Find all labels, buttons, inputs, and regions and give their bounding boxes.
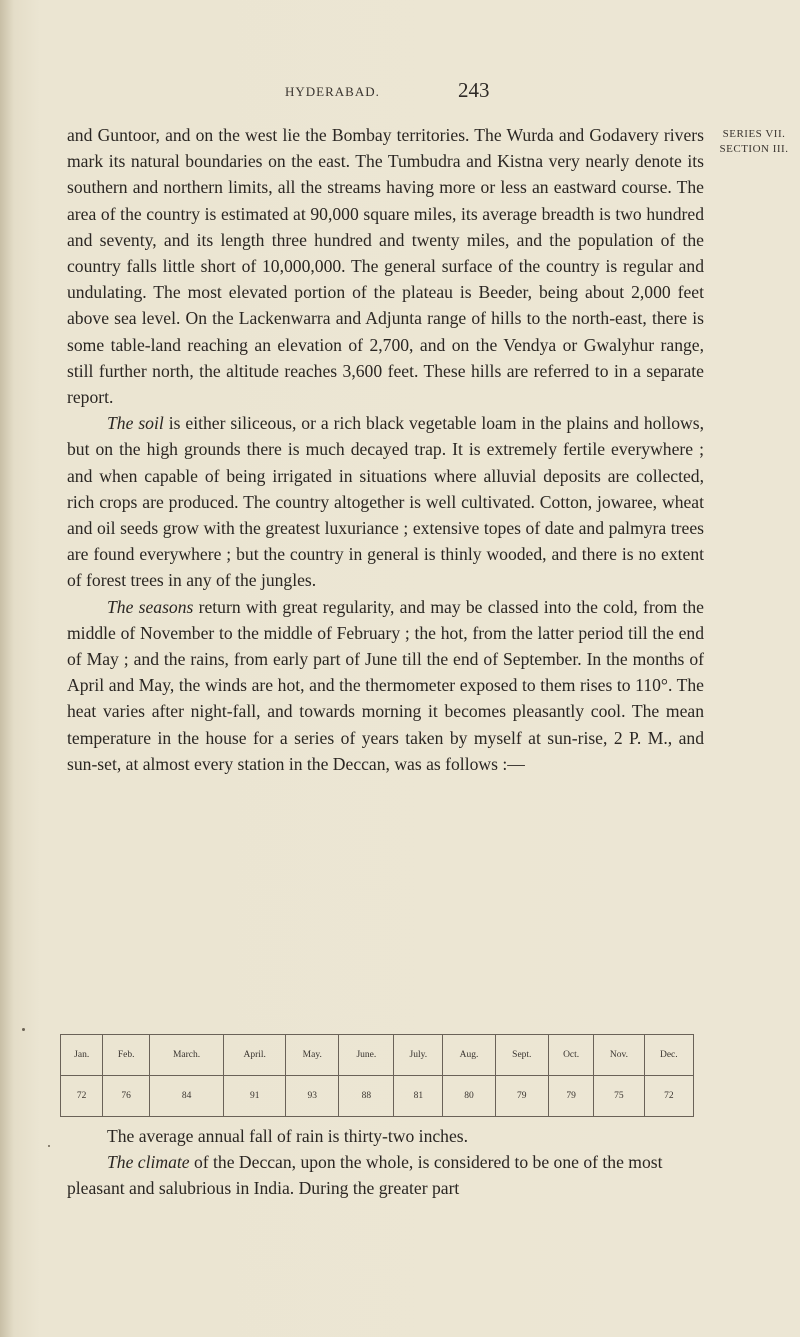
paragraph-climate: [67, 1149, 704, 1201]
table-header: July.: [394, 1035, 443, 1076]
table-cell: 93: [286, 1076, 339, 1117]
page-number: 243: [458, 78, 490, 102]
table-cell: 88: [339, 1076, 394, 1117]
table-header: May.: [286, 1035, 339, 1076]
table-header: Nov.: [594, 1035, 644, 1076]
table-cell: 76: [103, 1076, 150, 1117]
soil-heading: The soil: [107, 413, 164, 434]
climate-heading: The climate: [107, 1152, 190, 1172]
seasons-text: return with great regularity, and may be classed into the cold, from the middle of November to the middle of February ; the hot, from the latter period till the end of May ; and the rains, from early part of June till the end of September. In the months of April and May, the winds are hot, and the thermometer exposed to them rises to 110°. The heat varies after night-fall, and towards morning it becomes pleasantly cool. The mean temperature in the house for a series of years taken by myself at sun-rise, 2 P. M., and sun-set, at almost every station in the Deccan, was as follows :—: [67, 596, 704, 774]
table-cell: 72: [644, 1076, 693, 1117]
table-header: March.: [149, 1035, 223, 1076]
closing-text: [67, 1123, 704, 1201]
table-header: Aug.: [443, 1035, 495, 1076]
soil-text: is either siliceous, or a rich black vegetable loam in the plains and hollows, but on the high grounds there is much decayed trap. It is extremely fertile everywhere ; and when capable of being irrigated in situations where alluvial deposits are collected, rich crops are produced. The country altogether is well cultivated. Cotton, jowaree, wheat and oil seeds grow with the greatest luxuriance ; extensive topes of date and palmyra trees are found everywhere ; but the country in general is thinly wooded, and there is no extent of forest trees in any of the jungles.: [67, 413, 704, 591]
table-cell: 81: [394, 1076, 443, 1117]
section-label: SECTION III.: [719, 143, 789, 155]
table-cell: 75: [594, 1076, 644, 1117]
paragraph-soil: [67, 410, 704, 593]
table-cell: 79: [495, 1076, 549, 1117]
table-header-row: [61, 1035, 694, 1076]
table-header: Sept.: [495, 1035, 549, 1076]
table-cell: 79: [549, 1076, 594, 1117]
table-cell: 80: [443, 1076, 495, 1117]
rain-line: The average annual fall of rain is thirty-two inches.: [107, 1126, 469, 1146]
table-cell: 72: [61, 1076, 103, 1117]
climate-text: of the Deccan, upon the whole, is considered to be one of the most pleasant and salubrious in India. During the greater part: [67, 1152, 663, 1198]
seasons-heading: The seasons: [107, 596, 194, 617]
main-text: [67, 122, 704, 777]
table-header: Jan.: [61, 1035, 103, 1076]
temperature-table: [60, 1034, 694, 1117]
margin-note: [712, 127, 796, 157]
print-speck: [48, 1145, 50, 1147]
table-cell: 84: [149, 1076, 223, 1117]
page-header: [0, 78, 800, 108]
running-head: HYDERABAD.: [285, 84, 380, 99]
table-cell: 91: [224, 1076, 286, 1117]
paragraph-boundaries: and Guntoor, and on the west lie the Bombay territories. The Wurda and Godavery rivers mark its natural boundaries on the east. The Tumbudra and Kistna very nearly denote its southern and northern limits, all the streams having more or less an eastward course. The area of the country is estimated at 90,000 square miles, its average breadth is two hundred and seventy, and its length three hundred and twenty miles, and the population of the country falls little short of 10,000,000. The general surface of the country is regular and undulating. The most elevated portion of the plateau is Beeder, being about 2,000 feet above sea level. On the Lackenwarra and Adjunta range of hills to the north-east, there is some table-land reaching an elevation of 2,700, and on the Vendya or Gwalyhur range, still further north, the altitude reaches 3,600 feet. These hills are referred to in a separate report.: [67, 125, 704, 408]
print-speck: [22, 1028, 25, 1031]
paragraph-seasons: [67, 594, 704, 777]
table-header: Oct.: [549, 1035, 594, 1076]
table-header: April.: [224, 1035, 286, 1076]
table-header: Feb.: [103, 1035, 150, 1076]
table-header: June.: [339, 1035, 394, 1076]
table-row: [61, 1076, 694, 1117]
series-label: SERIES VII.: [722, 128, 786, 140]
table-header: Dec.: [644, 1035, 693, 1076]
